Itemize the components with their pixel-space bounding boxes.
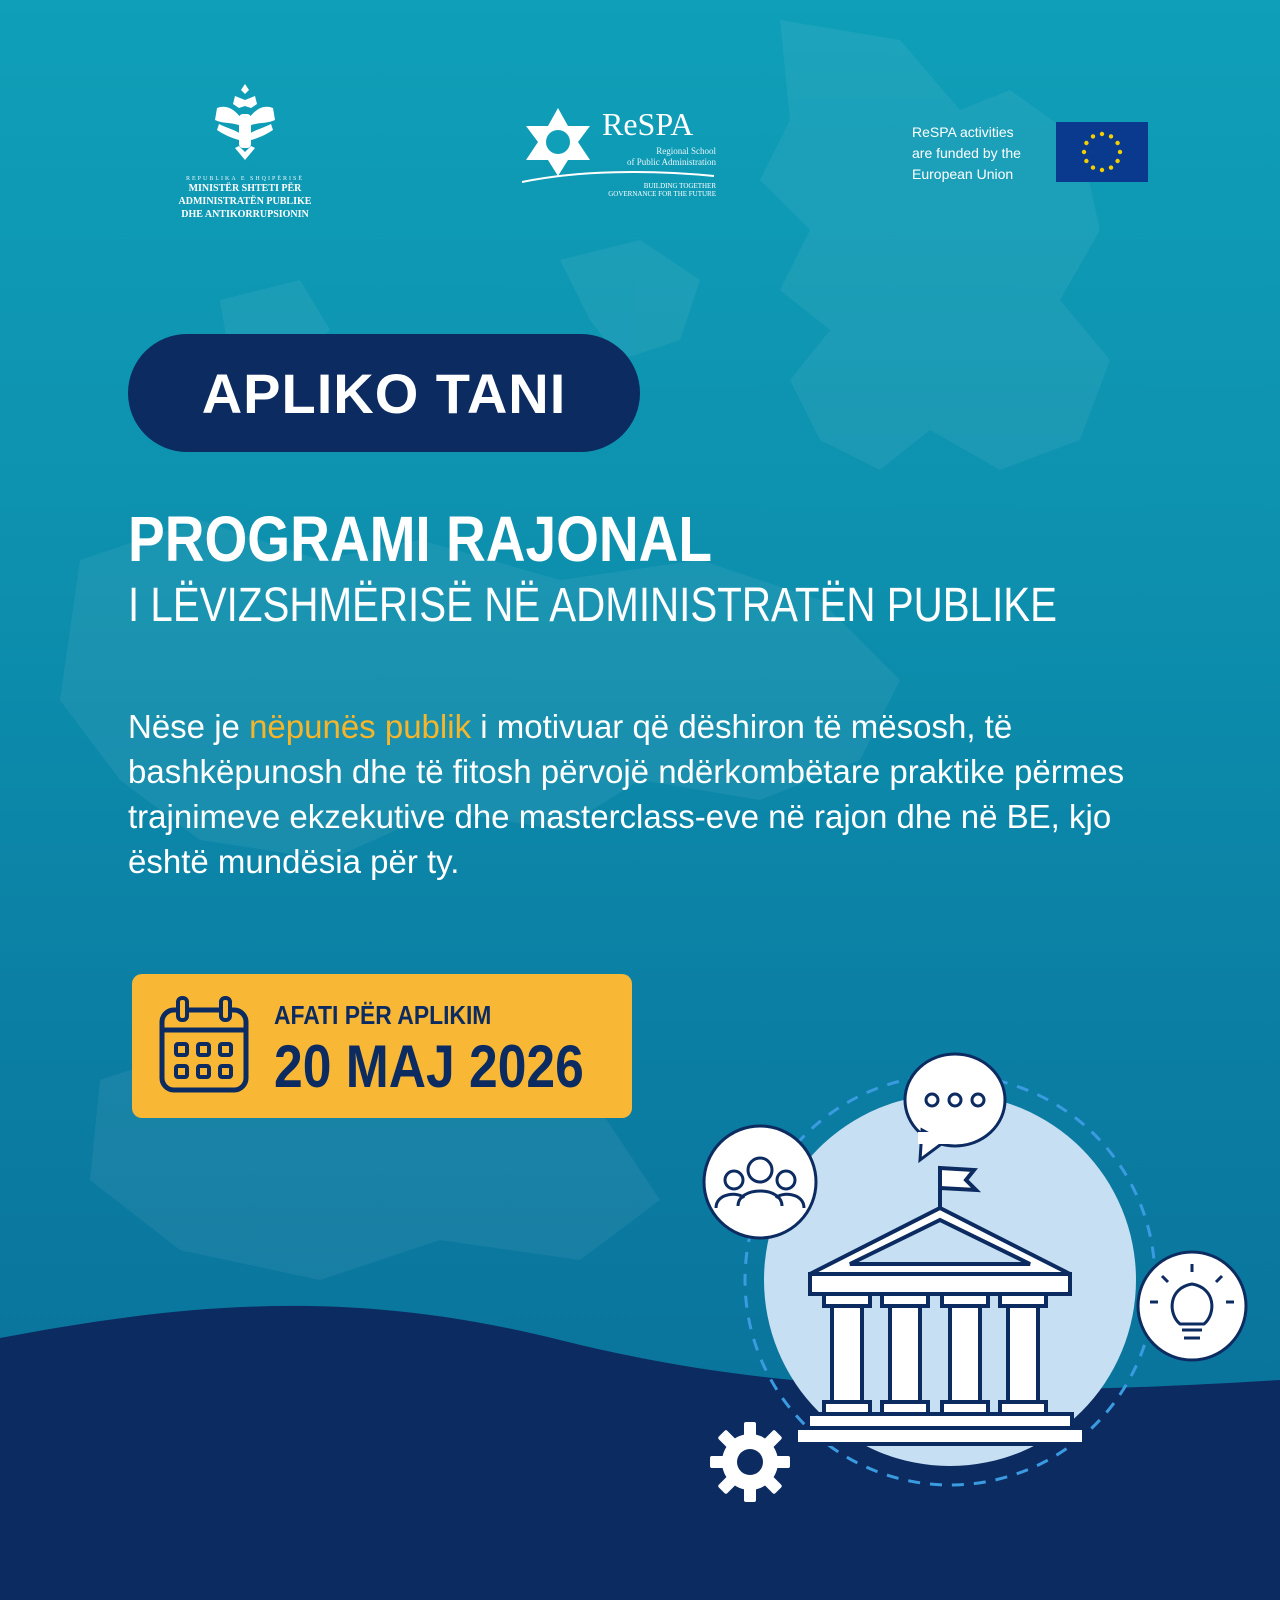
respa-sub: [604, 146, 716, 168]
eu-star: [1100, 168, 1104, 172]
eu-star: [1091, 165, 1095, 169]
respa-sub-line-1: Regional School: [656, 146, 716, 156]
program-title: PROGRAMI RAJONAL: [128, 503, 713, 575]
deadline-label: AFATI PËR APLIKIM: [274, 1000, 492, 1030]
eu-star: [1084, 141, 1088, 145]
deadline-box: [132, 974, 632, 1118]
gov-line-1: MINISTËR SHTETI PËR: [188, 183, 302, 194]
eu-flag-icon: [1056, 122, 1148, 182]
people-group-icon: [704, 1126, 816, 1238]
respa-tag-line-1: BUILDING TOGETHER: [643, 182, 716, 190]
eu-star: [1115, 141, 1119, 145]
public-administration-illustration: [700, 1020, 1260, 1520]
respa-sub-line-2: of Public Administration: [627, 157, 716, 167]
respa-tagline: [560, 182, 716, 198]
eu-text: [912, 122, 1052, 185]
gov-small-text: REPUBLIKA E SHQIPËRISË: [185, 176, 304, 182]
eu-star: [1109, 134, 1113, 138]
intro-paragraph: [128, 704, 1188, 884]
eu-star: [1118, 150, 1122, 154]
calendar-icon: [158, 996, 250, 1096]
eu-star: [1084, 159, 1088, 163]
eu-star: [1109, 165, 1113, 169]
eu-star: [1115, 159, 1119, 163]
eu-star: [1082, 150, 1086, 154]
respa-name: ReSPA: [602, 106, 694, 142]
gov-line-3: DHE ANTIKORRUPSIONIN: [181, 209, 309, 220]
deadline-date: 20 MAJ 2026: [274, 1033, 584, 1100]
program-subtitle: I LËVIZSHMËRISË NË ADMINISTRATËN PUBLIKE: [128, 579, 1058, 632]
eu-star: [1091, 134, 1095, 138]
eu-star: [1100, 132, 1104, 136]
double-headed-eagle-emblem: [207, 78, 283, 170]
eu-line-1: ReSPA activities: [912, 124, 1014, 140]
government-logo: [160, 78, 330, 221]
eu-line-3: European Union: [912, 166, 1014, 182]
apply-now-button[interactable]: APLIKO TANI: [128, 334, 640, 452]
respa-logo: [520, 100, 720, 210]
intro-before: Nëse je: [128, 708, 250, 745]
lightbulb-icon: [1138, 1252, 1246, 1360]
intro-after: i motivuar që dëshiron të mësosh, të bashkëpunosh dhe të fitosh përvojë ndërkombëtare praktike përmes trajnimeve ekzekutive dhe masterclass-eve në rajon dhe në BE, kjo është mundësia për ty.: [128, 708, 1125, 880]
eu-line-2: are funded by the: [912, 145, 1021, 161]
respa-tag-line-2: GOVERNANCE FOR THE FUTURE: [608, 190, 716, 198]
gear-icon: [710, 1422, 790, 1502]
intro-highlight: nëpunës publik: [249, 708, 472, 745]
gov-line-2: ADMINISTRATËN PUBLIKE: [178, 196, 312, 207]
